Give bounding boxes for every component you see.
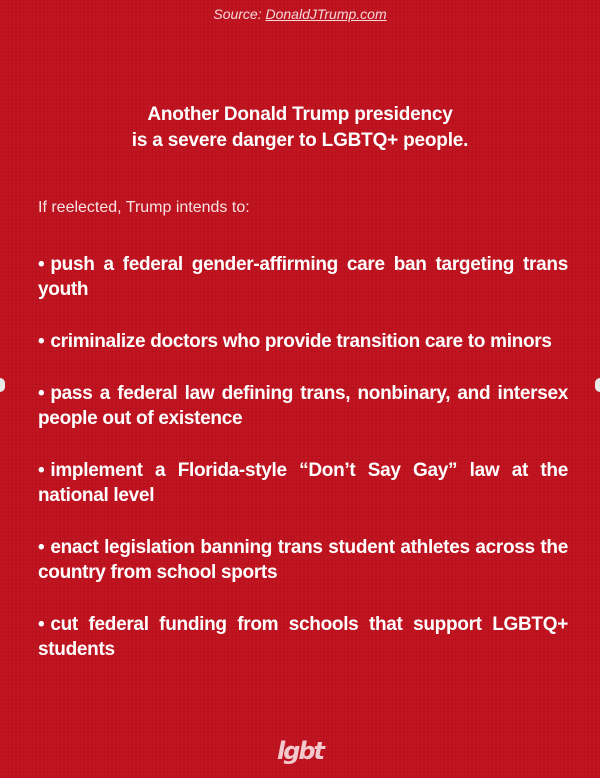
list-item-text: criminalize doctors who provide transition care to minors [50, 331, 552, 352]
list-item-text: implement a Florida-style “Don’t Say Gay” law at the national level [38, 460, 568, 506]
lgbt-logo: lgbt [276, 737, 324, 765]
bullet-icon: • [38, 460, 45, 481]
policy-list [38, 252, 568, 689]
source-link[interactable]: DonaldJTrump.com [265, 6, 387, 22]
list-item-text: push a federal gender-affirming care ban targeting trans youth [38, 254, 568, 300]
headline-line-2: is a severe danger to LGBTQ+ people. [131, 130, 469, 151]
bullet-icon: • [38, 331, 45, 352]
bullet-icon: • [38, 614, 45, 635]
list-item-text: cut federal funding from schools that support LGBTQ+ students [38, 614, 568, 660]
bullet-icon: • [38, 383, 45, 404]
list-item [38, 381, 568, 431]
carousel-prev-handle[interactable] [0, 378, 5, 392]
list-item [38, 535, 568, 585]
list-item [38, 612, 568, 662]
headline-line-1: Another Donald Trump presidency [147, 104, 453, 125]
source-prefix: Source: [213, 6, 266, 22]
bullet-icon: • [38, 254, 45, 275]
intro-text: If reelected, Trump intends to: [38, 199, 250, 216]
list-item [38, 329, 568, 354]
source-caption [0, 6, 600, 22]
list-item-text: pass a federal law defining trans, nonbinary, and intersex people out of existence [38, 383, 568, 429]
list-item [38, 252, 568, 302]
carousel-next-handle[interactable] [595, 378, 600, 392]
list-item [38, 458, 568, 508]
list-item-text: enact legislation banning trans student athletes across the country from school sports [38, 537, 568, 583]
bullet-icon: • [38, 537, 45, 558]
headline [0, 102, 600, 154]
